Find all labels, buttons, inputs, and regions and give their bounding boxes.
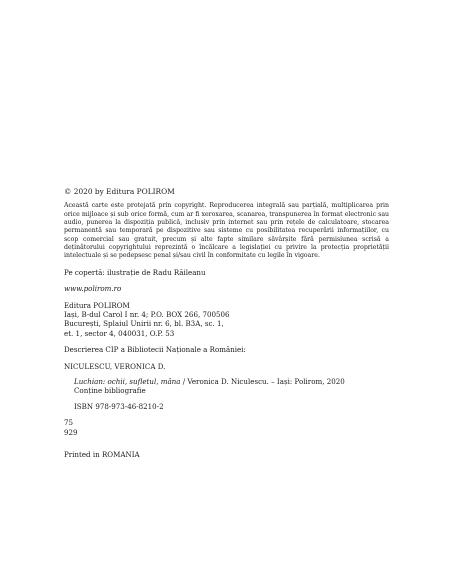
- cip-title-line: [64, 377, 389, 386]
- publisher-address-block: [64, 301, 389, 339]
- cip-classification: [64, 418, 389, 437]
- colophon-page: [64, 187, 389, 460]
- cip-book-title: Luchian: ochii, sufletul, mâna: [74, 377, 181, 387]
- cip-record: [64, 362, 389, 412]
- cip-bibliography: Conține bibliografie: [74, 386, 146, 396]
- publisher-address-bucuresti: București, Splaiul Unirii nr. 6, bl. B3A, sc. 1,: [64, 319, 224, 329]
- cip-title-rest: / Veronica D. Niculescu. – Iași: Polirom, 2020: [180, 377, 345, 387]
- publisher-name: Editura POLIROM: [64, 300, 130, 310]
- cip-author: NICULESCU, VERONICA D.: [64, 361, 166, 371]
- cover-credit: Pe copertă: ilustrație de Radu Răileanu: [64, 267, 206, 277]
- printed-in: Printed in ROMANIA: [64, 450, 140, 460]
- cip-class-929: 929: [64, 427, 78, 437]
- legal-notice: Această carte este protejată prin copyright. Reproducerea integrală sau parțială, multiplicarea prin orice mijloace și sub orice formă, cum ar fi xeroxarea, scanarea, transpunerea în format electronic sau audio, punerea la dispoziția publică, inclusiv prin internet sau prin rețele de calculatoare, stocarea permanentă sau temporară pe dispozitive sau sisteme cu posibilitatea recuperării informațiilor, cu scop comercial sau gratuit, precum și alte fapte similare săvârșite fără permisiunea scrisă a deținătorului copyrightului reprezintă o încălcare a legislației cu privire la protecția proprietății intelectuale și se pedepsesc penal și/sau civil în conformitate cu legile în vigoare.: [64, 202, 389, 260]
- publisher-address-iasi: Iași, B-dul Carol I nr. 4; P.O. BOX 266, 700506: [64, 310, 230, 320]
- cip-isbn: ISBN 978-973-46-8210-2: [74, 401, 164, 411]
- cip-class-75: 75: [64, 418, 74, 428]
- cip-heading: Descrierea CIP a Bibliotecii Naționale a României:: [64, 345, 246, 355]
- copyright-line: © 2020 by Editura POLIROM: [64, 187, 175, 196]
- publisher-address-bucuresti-cont: et. 1, sector 4, 040031, O.P. 53: [64, 328, 175, 338]
- publisher-website: www.polirom.ro: [64, 284, 122, 294]
